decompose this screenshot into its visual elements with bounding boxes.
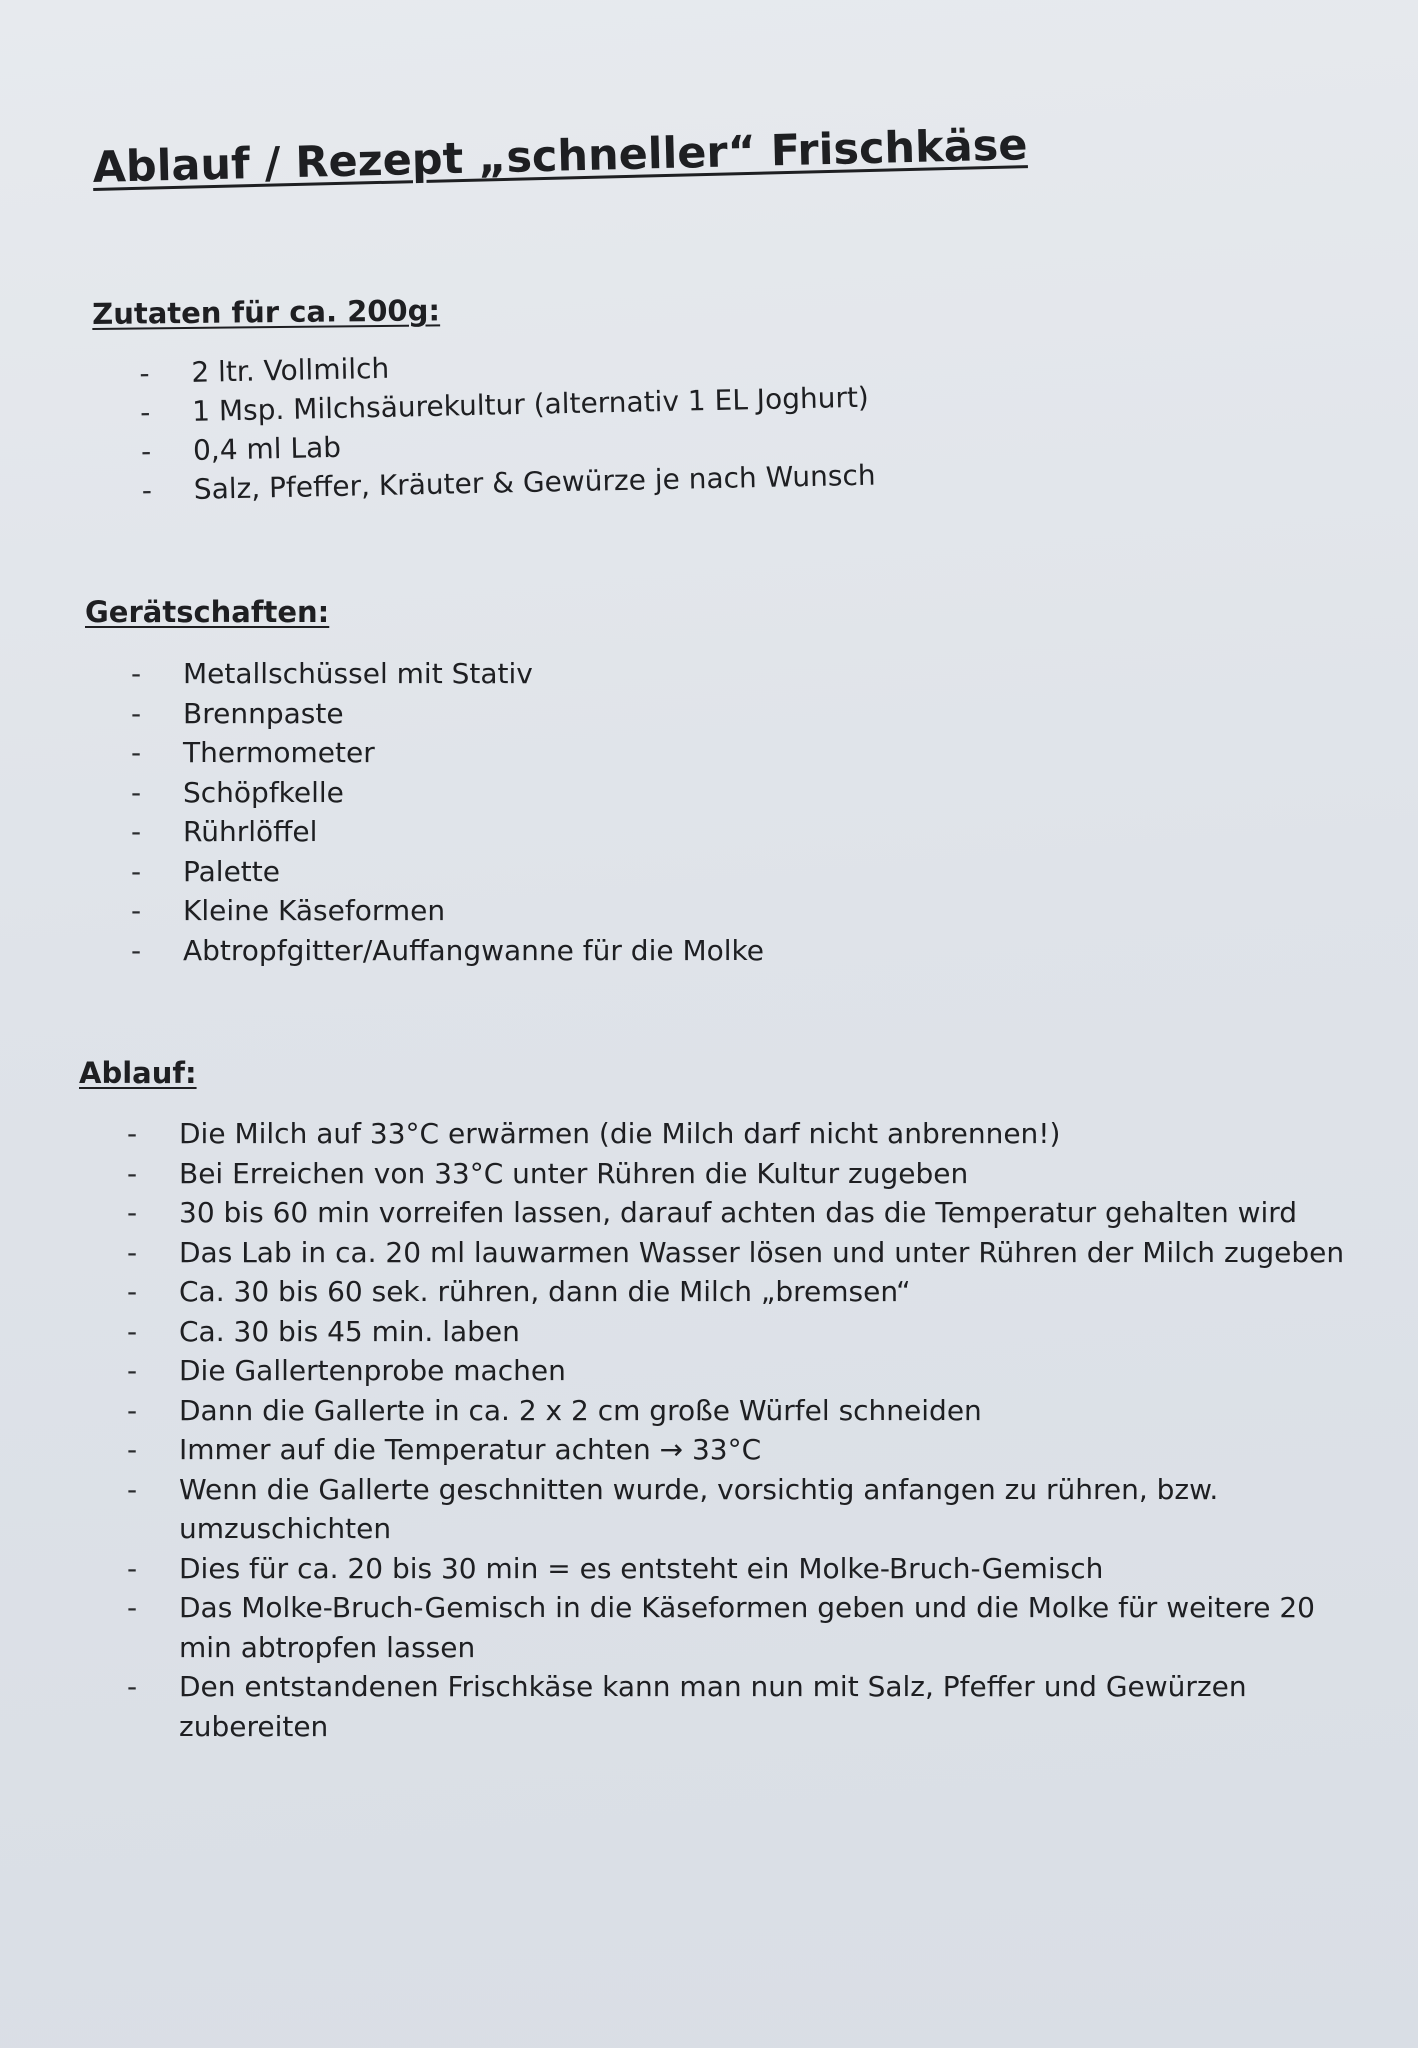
equipment-text: Rührlöffel xyxy=(183,815,318,848)
bullet-dash: - xyxy=(127,1433,138,1466)
ingredient-text: 2 ltr. Vollmilch xyxy=(191,351,390,389)
equipment-text: Kleine Käseformen xyxy=(183,894,446,927)
bullet-dash: - xyxy=(131,894,142,927)
list-item xyxy=(127,1588,1357,1667)
bullet-dash: - xyxy=(140,434,152,468)
list-item xyxy=(127,1391,1357,1431)
step-text: Immer auf die Temperatur achten → 33°C xyxy=(179,1433,762,1466)
step-text: Bei Erreichen von 33°C unter Rühren die Kultur zugeben xyxy=(179,1156,969,1190)
list-item xyxy=(127,1549,1357,1589)
equipment-text: Brennpaste xyxy=(183,696,344,730)
bullet-dash: - xyxy=(127,1235,138,1269)
equipment-list xyxy=(131,654,931,970)
list-item xyxy=(127,1272,1357,1312)
bullet-dash: - xyxy=(131,657,142,690)
equipment-text: Metallschüssel mit Stativ xyxy=(183,657,533,690)
step-text: Wenn die Gallerte geschnitten wurde, vorsichtig anfangen zu rühren, bzw. umzuschichten xyxy=(179,1472,1219,1545)
bullet-dash: - xyxy=(127,1472,138,1506)
list-item xyxy=(127,1193,1357,1233)
list-item xyxy=(127,1233,1357,1273)
ingredient-text: 0,4 ml Lab xyxy=(192,430,342,467)
list-item xyxy=(127,1351,1357,1391)
bullet-dash: - xyxy=(127,1393,138,1427)
bullet-dash: - xyxy=(127,1196,138,1229)
bullet-dash: - xyxy=(127,1670,138,1703)
list-item xyxy=(131,654,931,694)
step-text: Das Lab in ca. 20 ml lauwarmen Wasser lösen und unter Rühren der Milch zugeben xyxy=(179,1235,1345,1269)
bullet-dash: - xyxy=(131,736,142,769)
ingredient-text: 1 Msp. Milchsäurekultur (alternativ 1 EL Joghurt) xyxy=(191,380,870,428)
procedure-list xyxy=(127,1114,1357,1746)
bullet-dash: - xyxy=(141,473,153,507)
list-item xyxy=(127,1114,1357,1154)
equipment-text: Thermometer xyxy=(183,736,375,769)
step-text: Die Milch auf 33°C erwärmen (die Milch darf nicht anbrennen!) xyxy=(179,1117,1061,1150)
equipment-text: Palette xyxy=(183,854,280,888)
step-text: Ca. 30 bis 45 min. laben xyxy=(179,1314,520,1348)
step-text: Ca. 30 bis 60 sek. rühren, dann die Milch „bremsen“ xyxy=(179,1275,911,1308)
bullet-dash: - xyxy=(131,696,142,730)
step-text: Dann die Gallerte in ca. 2 x 2 cm große Würfel schneiden xyxy=(179,1393,982,1427)
ingredients-list xyxy=(139,338,902,510)
list-item xyxy=(127,1667,1357,1746)
list-item xyxy=(131,812,931,852)
step-text: Die Gallertenprobe machen xyxy=(179,1354,566,1387)
step-text: Den entstandenen Frischkäse kann man nun mit Salz, Pfeffer und Gewürzen zubereiten xyxy=(179,1670,1247,1743)
bullet-dash: - xyxy=(127,1156,138,1190)
equipment-text: Schöpfkelle xyxy=(183,775,344,809)
list-item xyxy=(131,891,931,931)
list-item xyxy=(131,931,931,971)
bullet-dash: - xyxy=(127,1117,138,1150)
ingredient-text: Salz, Pfeffer, Kräuter & Gewürze je nach Wunsch xyxy=(193,458,876,506)
step-text: Das Molke-Bruch-Gemisch in die Käseformen geben und die Molke für weitere 20 min abtropfen lassen xyxy=(179,1591,1315,1664)
equipment-text: Abtropfgitter/Auffangwanne für die Molke xyxy=(183,933,764,967)
step-text: Dies für ca. 20 bis 30 min = es entsteht ein Molke-Bruch-Gemisch xyxy=(179,1551,1104,1585)
page-title: Ablauf / Rezept „schneller“ Frischkäse xyxy=(92,120,1029,193)
list-item xyxy=(127,1430,1357,1470)
procedure-heading: Ablauf: xyxy=(79,1056,197,1090)
list-item xyxy=(131,852,931,892)
bullet-dash: - xyxy=(127,1551,138,1585)
bullet-dash: - xyxy=(127,1314,138,1348)
list-item xyxy=(131,733,931,773)
bullet-dash: - xyxy=(127,1275,138,1308)
bullet-dash: - xyxy=(131,775,142,809)
bullet-dash: - xyxy=(127,1354,138,1387)
bullet-dash: - xyxy=(131,815,142,848)
bullet-dash: - xyxy=(127,1591,138,1624)
list-item xyxy=(127,1154,1357,1194)
bullet-dash: - xyxy=(131,854,142,888)
list-item xyxy=(127,1470,1357,1549)
bullet-dash: - xyxy=(139,356,150,390)
ingredients-heading: Zutaten für ca. 200g: xyxy=(92,293,441,331)
bullet-dash: - xyxy=(139,395,151,429)
list-item xyxy=(131,773,931,813)
step-text: 30 bis 60 min vorreifen lassen, darauf achten das die Temperatur gehalten wird xyxy=(179,1196,1298,1229)
equipment-heading: Gerätschaften: xyxy=(85,595,330,629)
list-item xyxy=(131,694,931,734)
list-item xyxy=(127,1312,1357,1352)
bullet-dash: - xyxy=(131,933,142,967)
